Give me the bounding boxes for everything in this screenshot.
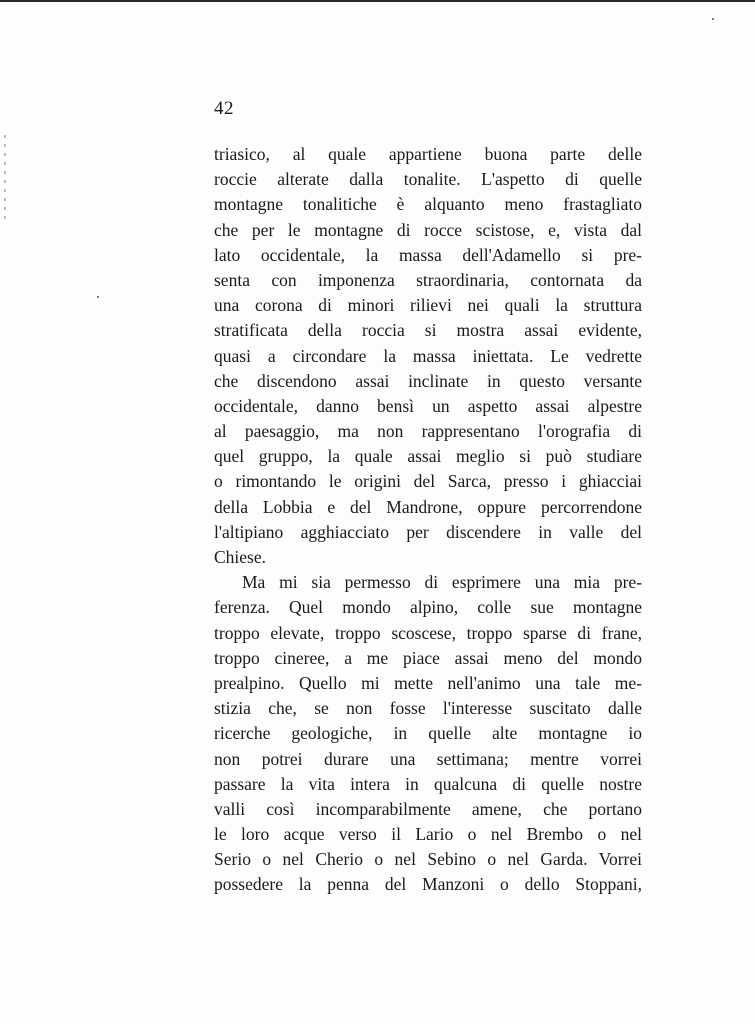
text-line: che discendono assai inclinate in questo versante <box>214 370 642 391</box>
text-line: Serio o nel Cherio o nel Sebino o nel Garda. Vorrei <box>214 849 642 870</box>
scan-speck <box>712 18 714 20</box>
text-line: lato occidentale, la massa dell'Adamello si pre- <box>214 244 642 265</box>
text-line: una corona di minori rilievi nei quali la struttura <box>214 295 642 316</box>
text-line: possedere la penna del Manzoni o dello Stoppani, <box>214 874 642 895</box>
text-line: le loro acque verso il Lario o nel Brembo o nel <box>214 824 642 845</box>
paragraph <box>214 570 642 897</box>
text-line: ferenza. Quel mondo alpino, colle sue montagne <box>214 597 642 618</box>
binding-marks <box>4 135 6 225</box>
text-line: che per le montagne di rocce scistose, e, vista dal <box>214 219 642 240</box>
body-text <box>214 142 642 898</box>
text-line: montagne tonalitiche è alquanto meno frastagliato <box>214 194 642 215</box>
text-line: stratificata della roccia si mostra assai evidente, <box>214 320 642 341</box>
text-line: senta con imponenza straordinaria, contornata da <box>214 269 642 290</box>
text-line: stizia che, se non fosse l'interesse suscitato dalle <box>214 698 642 719</box>
scan-speck <box>97 296 99 298</box>
page-number: 42 <box>214 98 234 119</box>
text-line: troppo cineree, a me piace assai meno del mondo <box>214 647 642 668</box>
text-line: Chiese. <box>214 547 267 567</box>
text-line: prealpino. Quello mi mette nell'animo una tale me- <box>214 672 642 693</box>
paragraph <box>214 142 642 570</box>
text-line: occidentale, danno bensì un aspetto assai alpestre <box>214 395 642 416</box>
text-line: roccie alterate dalla tonalite. L'aspetto di quelle <box>214 169 642 190</box>
text-line: valli così incomparabilmente amene, che portano <box>214 798 642 819</box>
text-line: al paesaggio, ma non rappresentano l'orografia di <box>214 421 642 442</box>
text-line: quasi a circondare la massa iniettata. Le vedrette <box>214 345 642 366</box>
text-line: quel gruppo, la quale assai meglio si può studiare <box>214 446 642 467</box>
page-top-edge <box>0 0 755 2</box>
text-line: non potrei durare una settimana; mentre vorrei <box>214 748 642 769</box>
text-line: l'altipiano agghiacciato per discendere in valle del <box>214 521 642 542</box>
text-line: passare la vita intera in qualcuna di quelle nostre <box>214 773 642 794</box>
text-line: troppo elevate, troppo scoscese, troppo sparse di frane, <box>214 622 642 643</box>
text-line: della Lobbia e del Mandrone, oppure percorrendone <box>214 496 642 517</box>
text-line: Ma mi sia permesso di esprimere una mia pre- <box>242 572 642 593</box>
text-line: triasico, al quale appartiene buona parte delle <box>214 144 642 164</box>
text-line: ricerche geologiche, in quelle alte montagne io <box>214 723 642 744</box>
text-line: o rimontando le origini del Sarca, presso i ghiacciai <box>214 471 642 492</box>
